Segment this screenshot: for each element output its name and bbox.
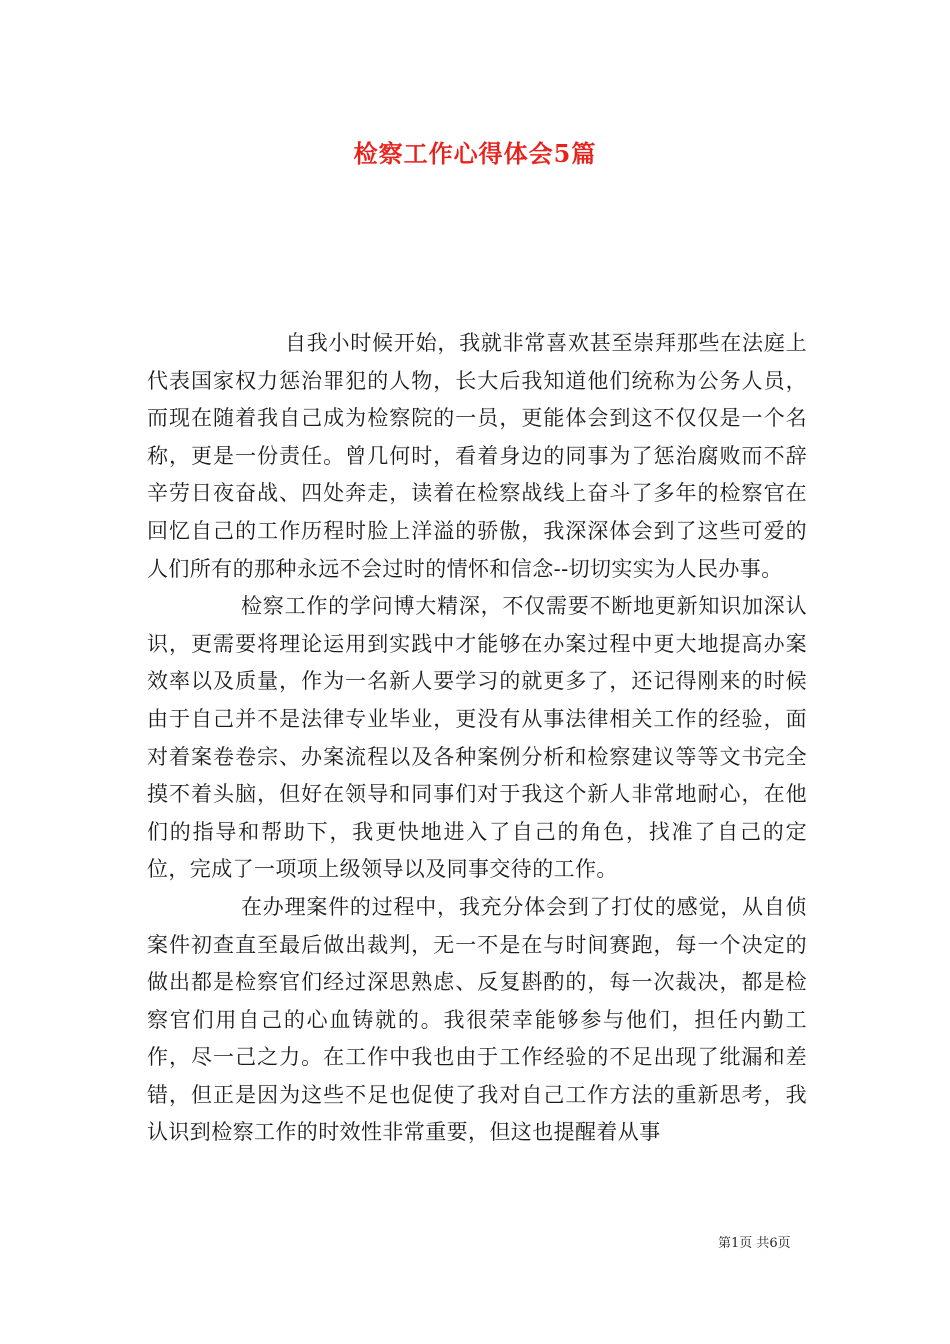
paragraph-1: 自我小时候开始，我就非常喜欢甚至崇拜那些在法庭上代表国家权力惩治罪犯的人物，长大后我知道他们统称为公务人员，而现在随着我自己成为检察院的一员，更能体会到这不仅仅是一个名称，更是一份责任。曾几何时，看着身边的同事为了惩治腐败而不辞辛劳日夜奋战、四处奔走，读着在检察战线上奋斗了多年的检察官在回忆自己的工作历程时脸上洋溢的骄傲，我深深体会到了这些可爱的人们所有的那种永远不会过时的情怀和信念--切切实实为人民办事。	[147, 331, 807, 581]
document-title: 检察工作心得体会5篇	[353, 139, 597, 168]
paragraph-2: 检察工作的学问博大精深，不仅需要不断地更新知识加深认识，更需要将理论运用到实践中才能够在办案过程中更大地提高办案效率以及质量，作为一名新人要学习的就更多了，还记得刚来的时候由于自己并不是法律专业毕业，更没有从事法律相关工作的经验，面对着案卷卷宗、办案流程以及各种案例分析和检察建议等等文书完全摸不着头脑，但好在领导和同事们对于我这个新人非常地耐心，在他们的指导和帮助下，我更快地进入了自己的角色，找准了自己的定位，完成了一项项上级领导以及同事交待的工作。	[147, 594, 807, 882]
paragraph-3: 在办理案件的过程中，我充分体会到了打仗的感觉，从自侦案件初查直至最后做出裁判，无一不是在与时间赛跑，每一个决定的做出都是检察官们经过深思熟虑、反复斟酌的，每一次裁决，都是检察官们用自己的心血铸就的。我很荣幸能够参与他们，担任内勤工作，尽一己之力。在工作中我也由于工作经验的不足出现了纰漏和差错，但正是因为这些不足也促使了我对自己工作方法的重新思考，我认识到检察工作的时效性非常重要，但这也提醒着从事	[147, 894, 807, 1145]
page-number-footer: 第1页 共6页	[718, 1236, 791, 1251]
document-body	[147, 325, 807, 1152]
